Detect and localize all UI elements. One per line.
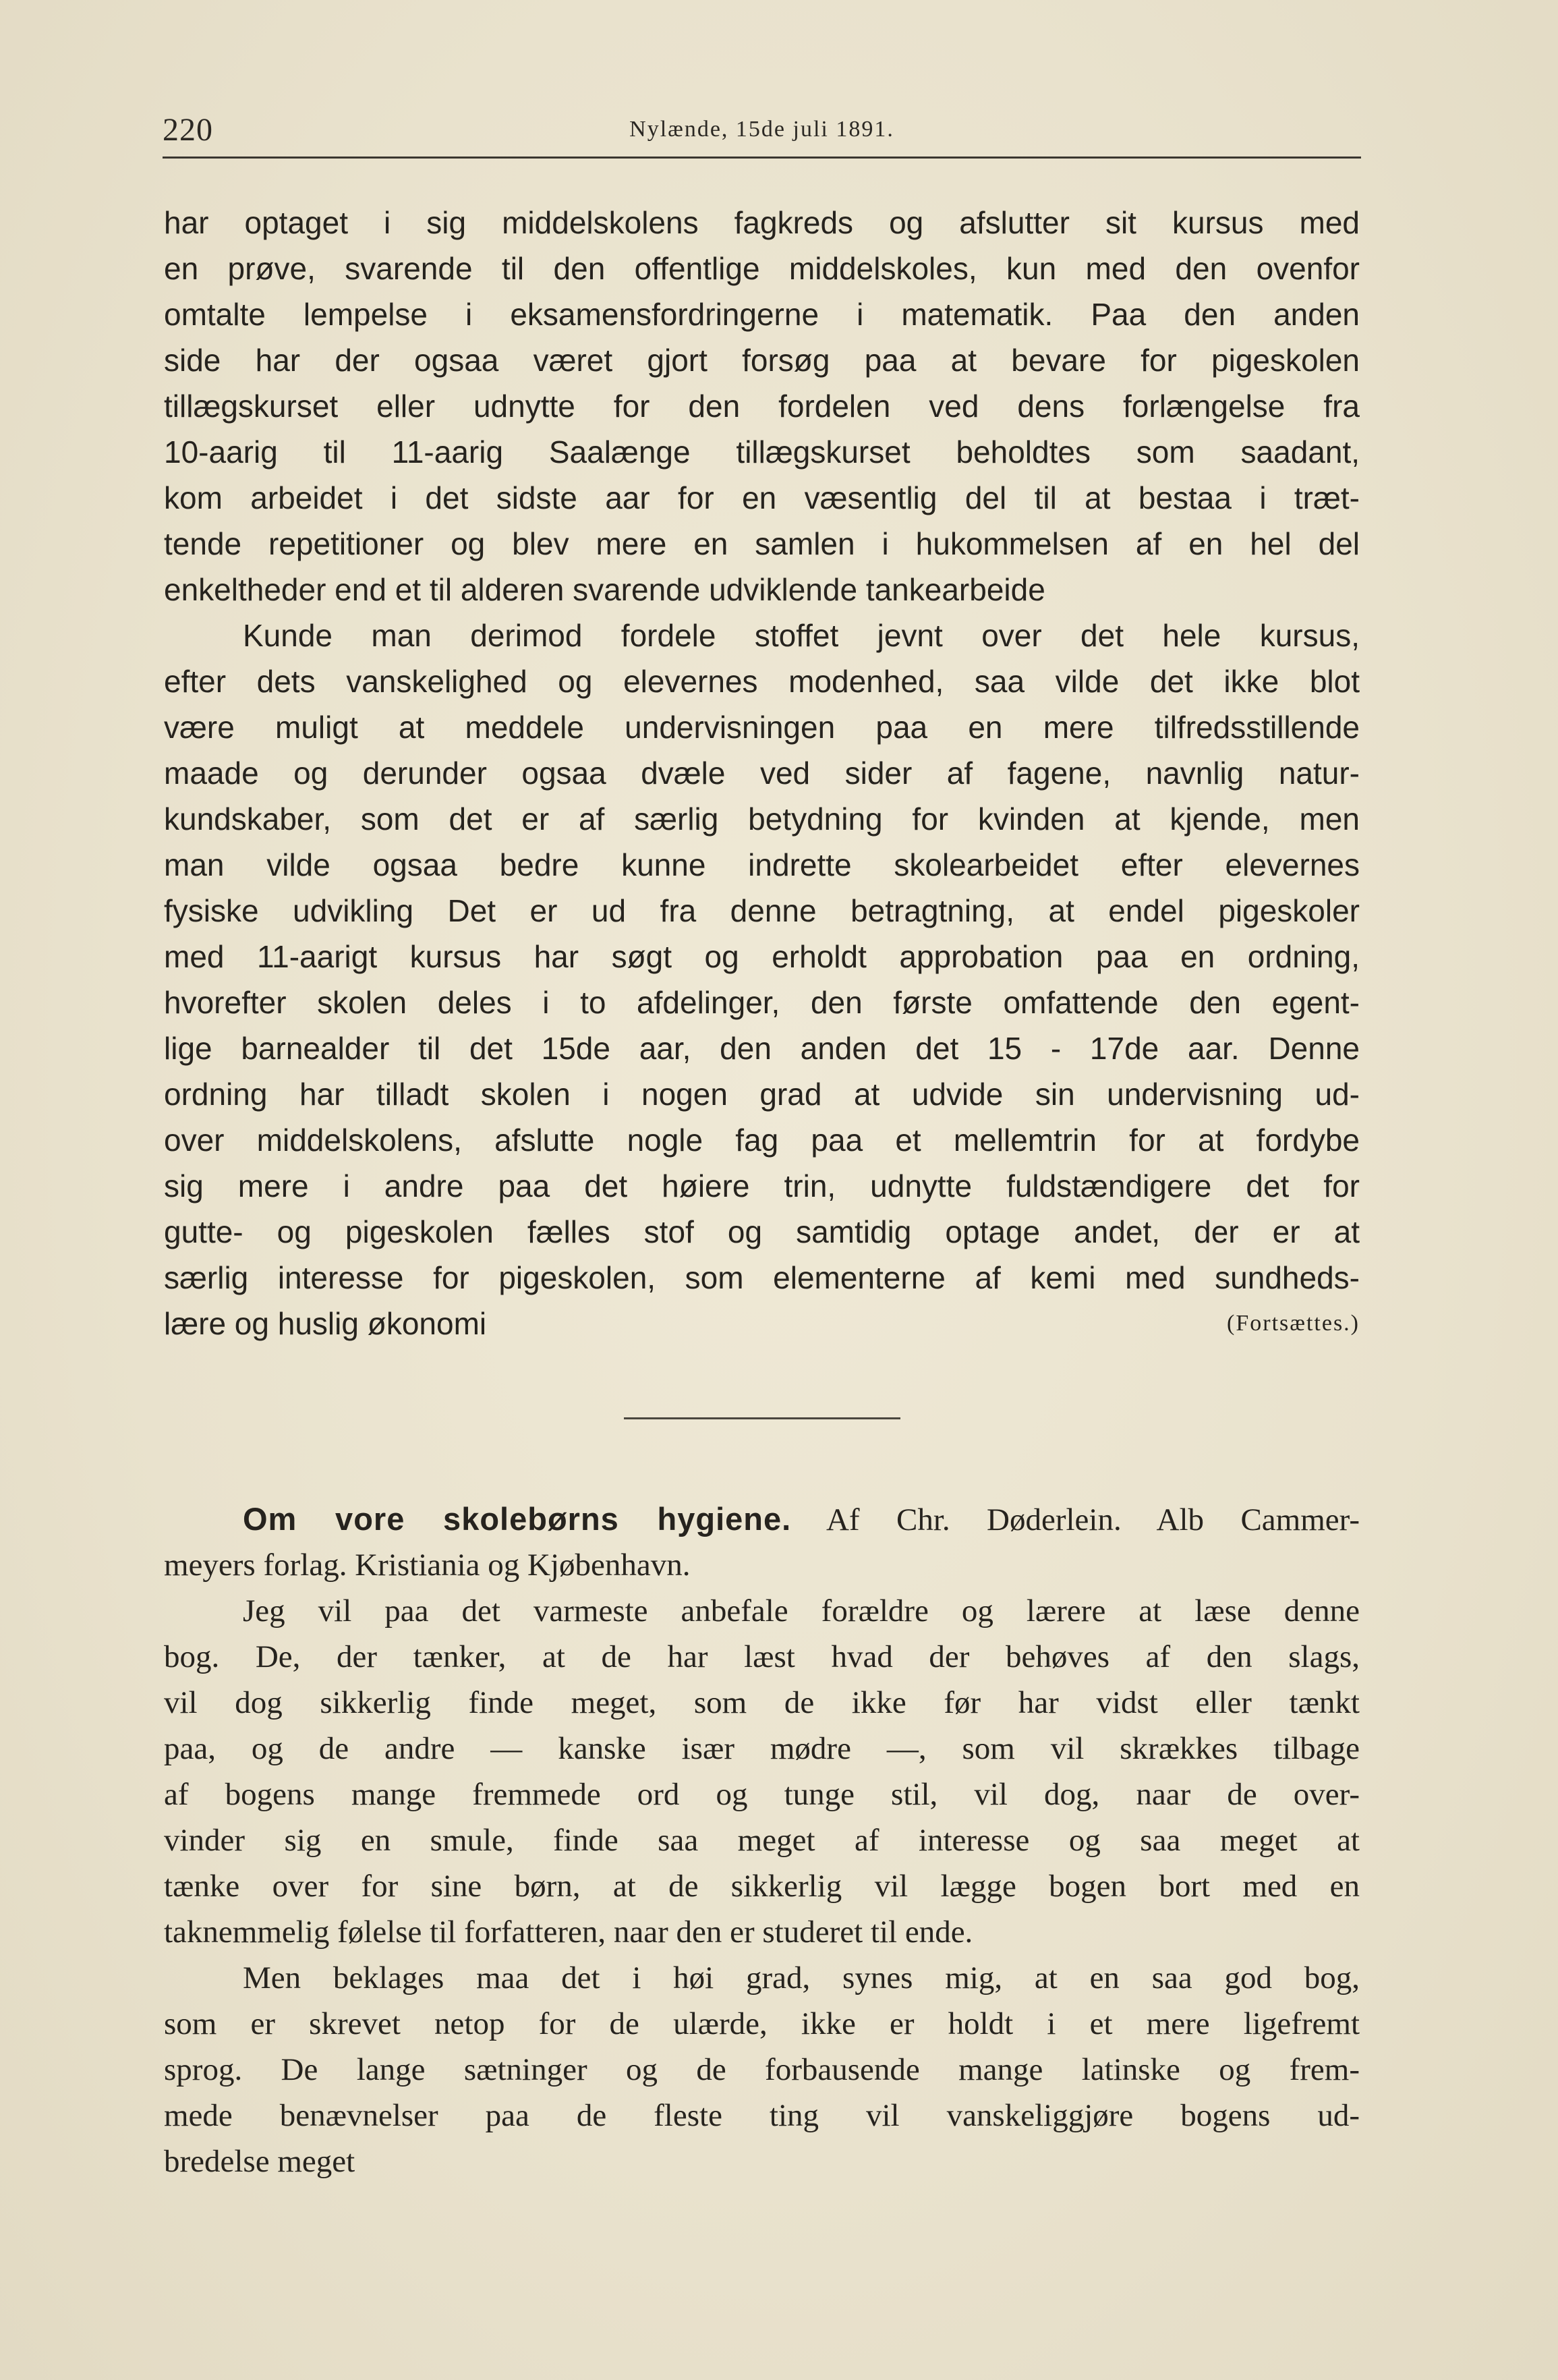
article-line: omtalte lempelse i eksamensfordringerne i matematik. Paa den anden — [164, 297, 1360, 332]
review-line: mede benævnelser paa de fleste ting vil vanskeliggjøre bogens ud- — [164, 2098, 1360, 2133]
review-heading — [164, 1496, 1360, 1542]
review-title: Om vore skolebørns hygiene. — [243, 1501, 792, 1537]
review-line: tænke over for sine børn, at de sikkerlig vil lægge bogen bort med en — [164, 1869, 1360, 1904]
section-separator — [624, 1417, 900, 1419]
review-line: Men beklages maa det i høi grad, synes mig, at en saa god bog, — [243, 1960, 1360, 1995]
book-review — [164, 1496, 1360, 2184]
article-line: ordning har tilladt skolen i nogen grad at udvide sin undervisning ud- — [164, 1077, 1360, 1112]
article-line: kom arbeidet i det sidste aar for en væsentlig del til at bestaa i træt- — [164, 480, 1360, 515]
review-line: af bogens mange fremmede ord og tunge stil, vil dog, naar de over- — [164, 1777, 1360, 1812]
article-line: maade og derunder ogsaa dvæle ved sider af fagene, navnlig natur- — [164, 756, 1360, 791]
article-line: særlig interesse for pigeskolen, som elementerne af kemi med sundheds- — [164, 1260, 1360, 1295]
page-number: 220 — [163, 112, 213, 148]
article-line: hvorefter skolen deles i to afdelinger, den første omfattende den egent- — [164, 985, 1360, 1020]
review-line: bredelse meget — [164, 2144, 355, 2179]
article-line: lære og huslig økonomi — [164, 1306, 487, 1341]
article-line: man vilde ogsaa bedre kunne indrette skolearbeidet efter elevernes — [164, 847, 1360, 882]
article-line: sig mere i andre paa det høiere trin, udnytte fuldstændigere det for — [164, 1168, 1360, 1203]
review-line: vil dog sikkerlig finde meget, som de ikke før har vidst eller tænkt — [164, 1685, 1360, 1720]
page-header — [163, 111, 1361, 152]
article-line: lige barnealder til det 15de aar, den anden det 15 - 17de aar. Denne — [164, 1031, 1360, 1066]
review-line: paa, og de andre — kanske især mødre —, som vil skrækkes tilbage — [164, 1731, 1360, 1766]
continuation-note: (Fortsættes.) — [1227, 1311, 1360, 1336]
header-rule — [163, 157, 1361, 159]
review-line: sprog. De lange sætninger og de forbausende mange latinske og frem- — [164, 2052, 1360, 2087]
article-line: enkeltheder end et til alderen svarende udviklende tankearbeide — [164, 572, 1045, 607]
article-last-line — [164, 1301, 1360, 1347]
review-line: bog. De, der tænker, at de har læst hvad der behøves af den slags, — [164, 1639, 1360, 1674]
article-line: tende repetitioner og blev mere en samlen i hukommelsen af en hel del — [164, 526, 1360, 561]
article-line: fysiske udvikling Det er ud fra denne betragtning, at endel pigeskoler — [164, 893, 1360, 928]
review-line: Jeg vil paa det varmeste anbefale forældre og lærere at læse denne — [243, 1593, 1360, 1628]
article-line: har optaget i sig middelskolens fagkreds og afslutter sit kursus med — [164, 205, 1360, 240]
article-line: med 11-aarigt kursus har søgt og erholdt approbation paa en ordning, — [164, 939, 1360, 974]
review-line: meyers forlag. Kristiania og Kjøbenhavn. — [164, 1548, 691, 1583]
running-title: Nylænde, 15de juli 1891. — [629, 117, 894, 142]
article-line: side har der ogsaa været gjort forsøg paa at bevare for pigeskolen — [164, 343, 1360, 378]
article-line: Kunde man derimod fordele stoffet jevnt over det hele kursus, — [243, 618, 1360, 653]
review-line: taknemmelig følelse til forfatteren, naar den er studeret til ende. — [164, 1915, 973, 1950]
review-line: vinder sig en smule, finde saa meget af interesse og saa meget at — [164, 1823, 1360, 1858]
article-line: efter dets vanskelighed og elevernes modenhed, saa vilde det ikke blot — [164, 664, 1360, 699]
article-line: en prøve, svarende til den offentlige middelskoles, kun med den ovenfor — [164, 251, 1360, 286]
article-line: over middelskolens, afslutte nogle fag paa et mellemtrin for at fordybe — [164, 1123, 1360, 1158]
review-byline: Af Chr. Døderlein. Alb Cammer- — [791, 1502, 1360, 1537]
article-line: gutte- og pigeskolen fælles stof og samtidig optage andet, der er at — [164, 1214, 1360, 1249]
article-line: tillægskurset eller udnytte for den fordelen ved dens forlængelse fra — [164, 389, 1360, 424]
article-line: være muligt at meddele undervisningen paa en mere tilfredsstillende — [164, 710, 1360, 745]
article-text — [164, 200, 1360, 1347]
article-line: kundskaber, som det er af særlig betydning for kvinden at kjende, men — [164, 801, 1360, 837]
article-line: 10-aarig til 11-aarig Saalænge tillægskurset beholdtes som saadant, — [164, 434, 1360, 470]
review-line: som er skrevet netop for de ulærde, ikke er holdt i et mere ligefremt — [164, 2006, 1360, 2041]
